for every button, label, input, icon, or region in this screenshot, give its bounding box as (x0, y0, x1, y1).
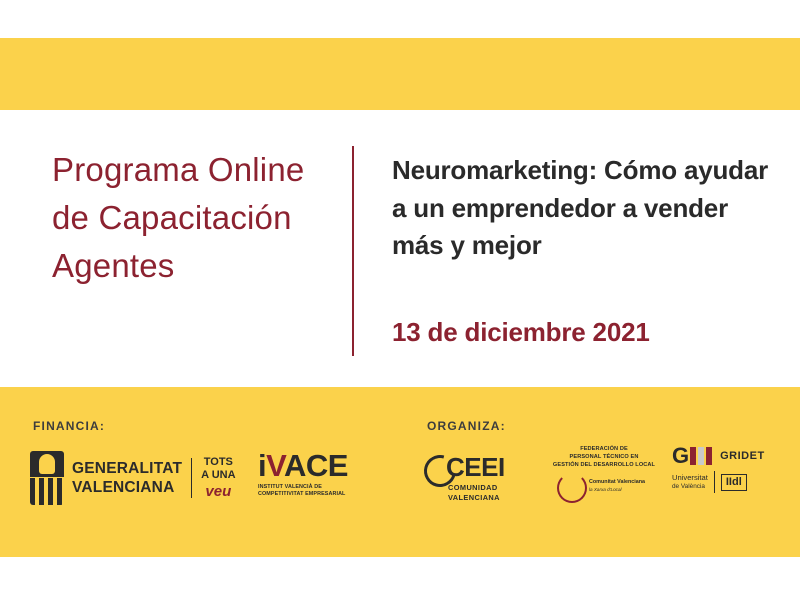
ceei-sub-line1: COMUNIDAD (448, 483, 498, 492)
universitat-line1: Universitat (672, 472, 708, 482)
claim-line2: A UNA (201, 468, 236, 481)
ceei-wordmark: CEEI (446, 452, 505, 482)
gridet-letter: G (672, 443, 690, 468)
ivace-sub-line2: COMPETITIVITAT EMPRESARIAL (258, 491, 346, 498)
generalitat-shield-icon (30, 451, 64, 505)
organiza-label: ORGANIZA: (427, 419, 506, 433)
ivace-wordmark (258, 450, 350, 481)
federacion-mark-icon (549, 471, 659, 505)
gridet-squares-icon (690, 447, 716, 465)
top-yellow-band (0, 38, 800, 110)
financia-label: FINANCIA: (33, 419, 106, 433)
claim-line3: veu (205, 482, 232, 500)
tots-a-una-veu-claim (201, 456, 235, 500)
ivace-sub-line1: INSTITUT VALENCIÀ DE (258, 484, 322, 490)
generalitat-wordmark (72, 459, 182, 498)
ivace-suffix: ACE (284, 448, 348, 483)
vertical-divider (352, 146, 354, 356)
ceei-subtitle (448, 483, 524, 503)
gridet-wordmark: GRIDET (720, 450, 765, 462)
universitat-valencia-wordmark (672, 473, 708, 492)
universitat-line2: de València (672, 482, 705, 490)
generalitat-line1: GENERALITAT (72, 459, 183, 477)
federacion-gv-line1: Comunitat Valenciana (589, 479, 646, 486)
federacion-logo (549, 445, 659, 505)
gridet-logo (672, 445, 777, 493)
generalitat-line2: VALENCIANA (72, 479, 175, 496)
federacion-line1: FEDERACIÓN DE (580, 446, 628, 452)
slide-main-content (0, 110, 800, 387)
ivace-prefix: i (258, 448, 267, 483)
session-title: Neuromarketing: Cómo ayudar a un emprendedor a vender más y mejor (392, 155, 769, 261)
session-date: 13 de diciembre 2021 (392, 317, 650, 347)
ceei-sub-line2: VALENCIANA (448, 492, 500, 502)
ceei-logo (424, 451, 524, 503)
ivace-v: V (266, 448, 285, 483)
generalitat-valenciana-logo (30, 447, 236, 509)
footer-yellow-band (0, 387, 800, 557)
federacion-title (549, 445, 659, 469)
federacion-line3: GESTIÓN DEL DESARROLLO LOCAL (552, 462, 656, 469)
idl-logo: IIdl (721, 474, 747, 491)
ivace-logo (258, 450, 350, 499)
federacion-line2: PERSONAL TÉCNICO EN (569, 454, 639, 461)
universitat-separator (714, 471, 715, 493)
generalitat-separator (191, 458, 192, 498)
ivace-subtitle (258, 484, 350, 499)
program-title: Programa Online de Capacitación Agentes (52, 151, 305, 284)
claim-line1: TOTS (203, 456, 233, 469)
federacion-gv-line2: la Xarxa d'Local (589, 486, 622, 492)
ceei-swoosh-icon (424, 451, 524, 485)
